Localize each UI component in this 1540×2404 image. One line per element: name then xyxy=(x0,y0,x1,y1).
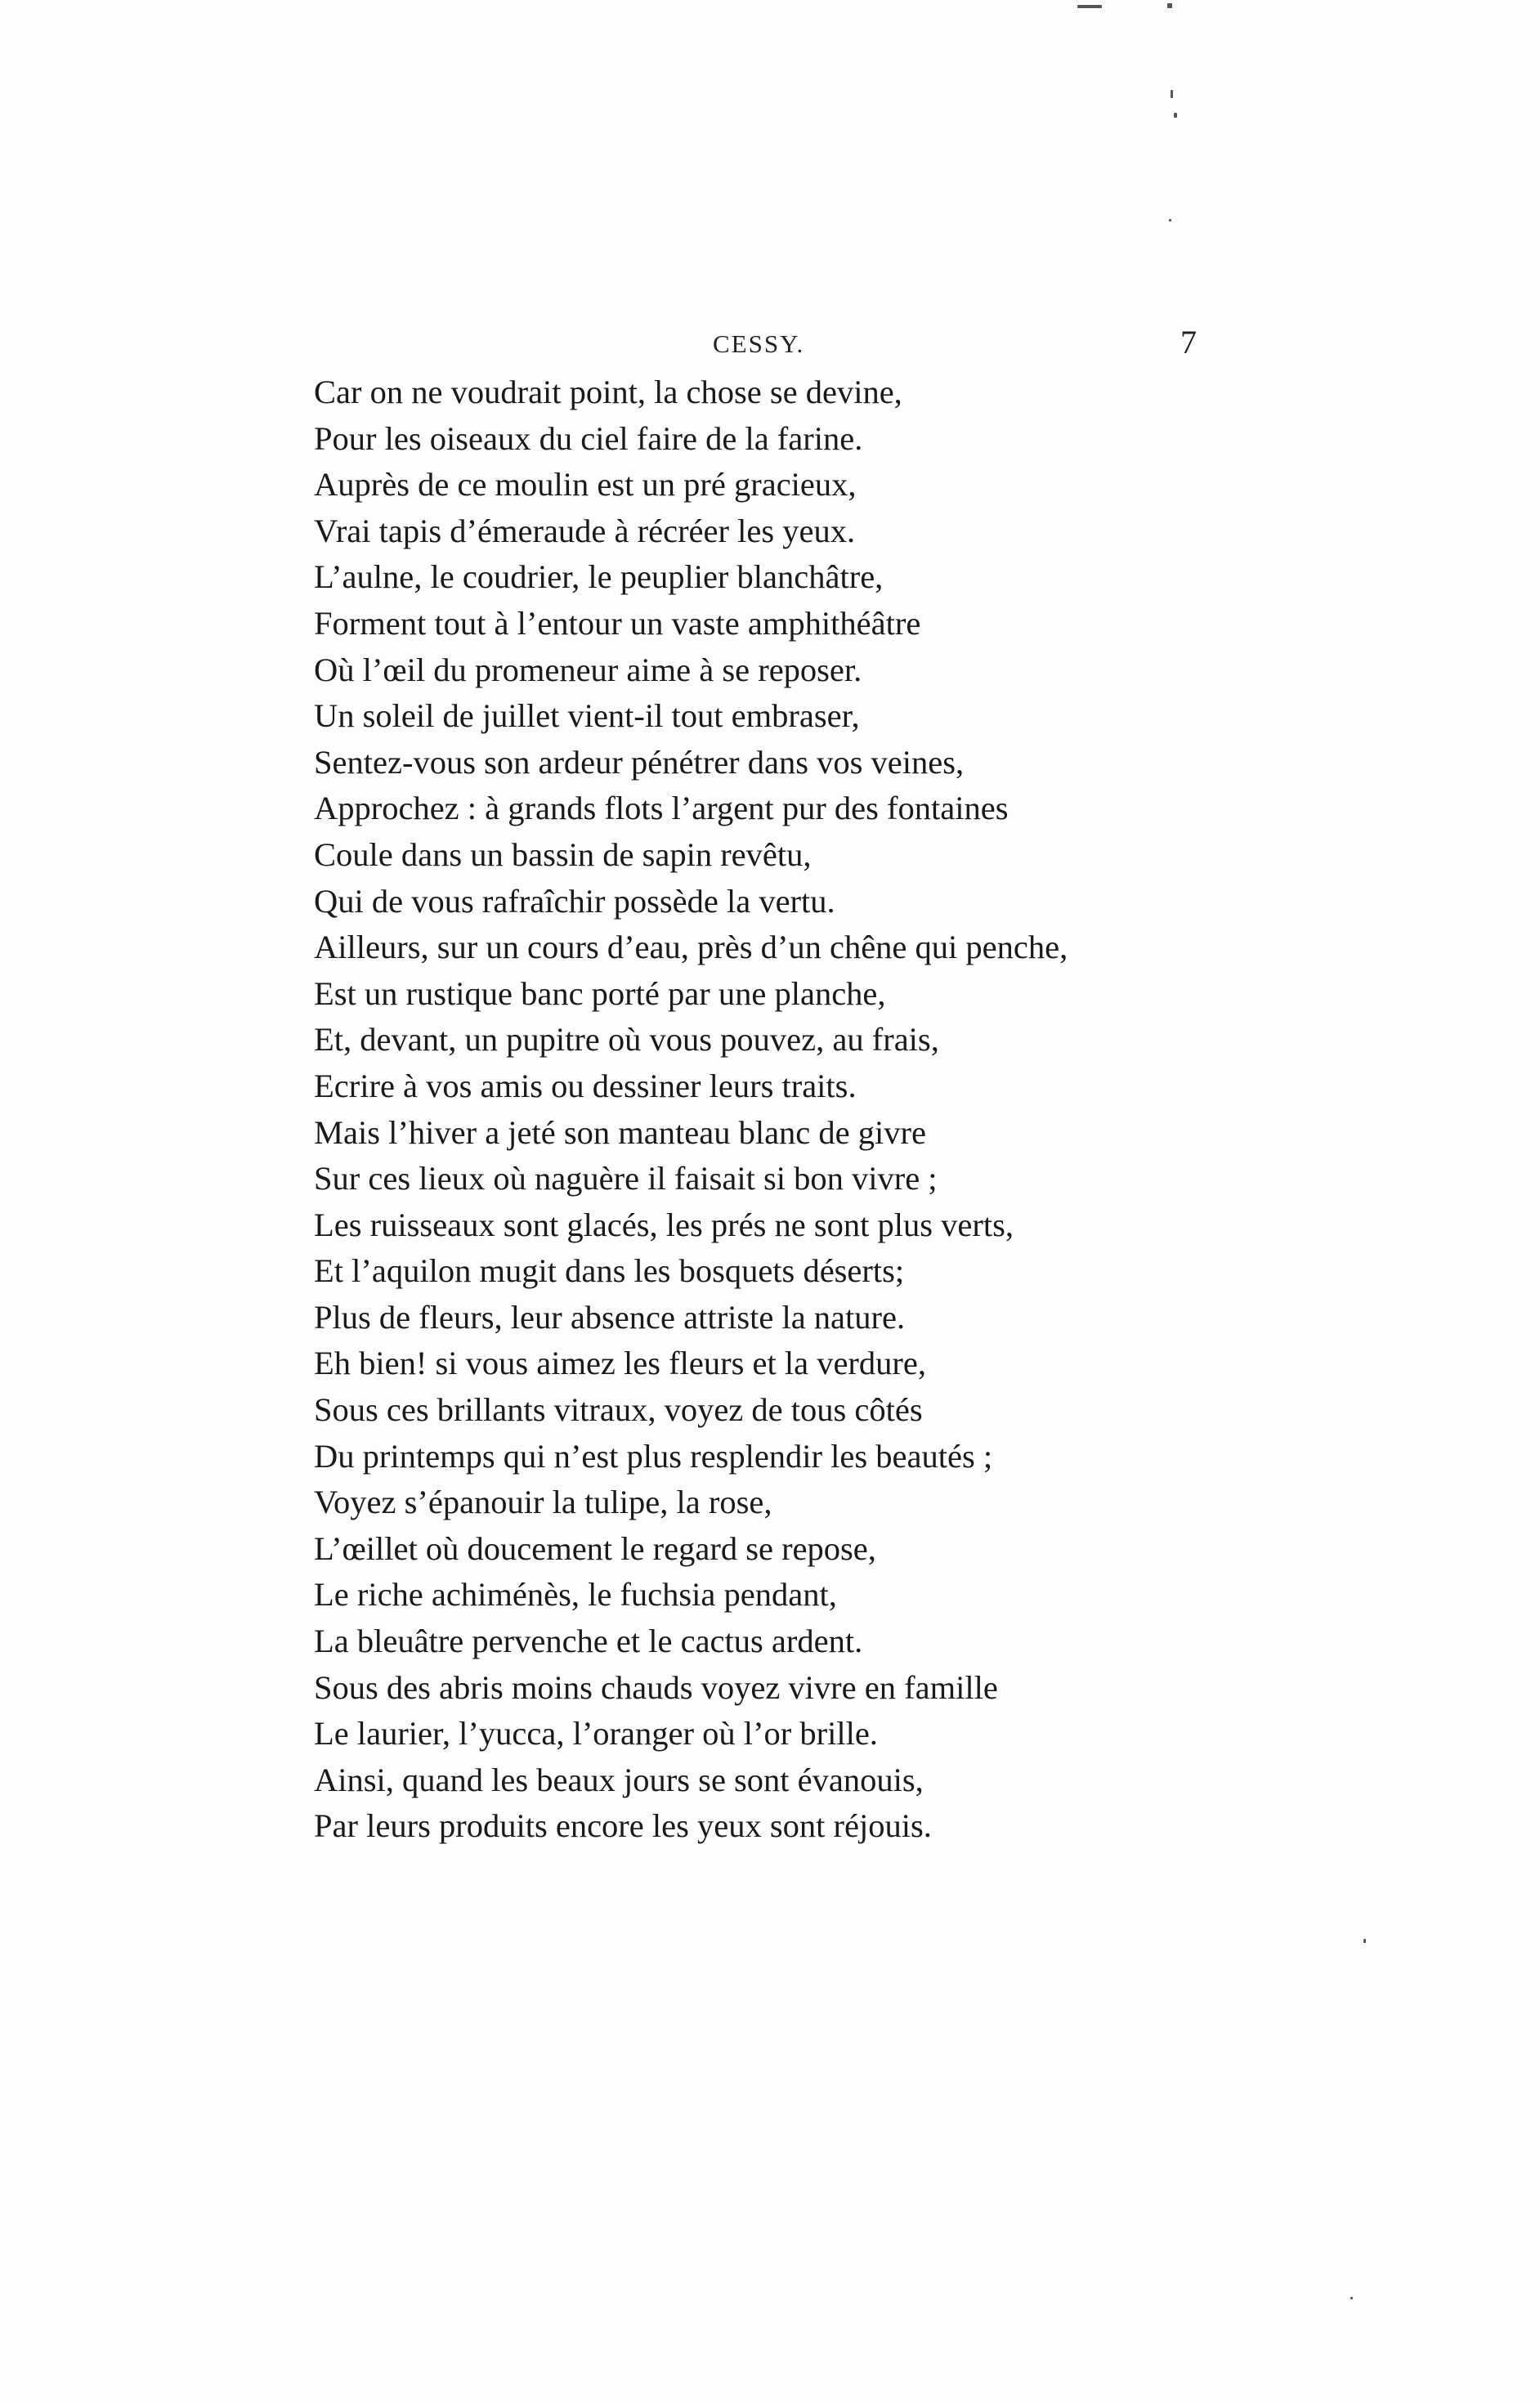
scan-speck xyxy=(1363,1939,1366,1943)
poem xyxy=(314,369,1197,1850)
verse-line: Approchez : à grands flots l’argent pur des fontaines xyxy=(314,790,1009,827)
verse-line: Et, devant, un pupitre où vous pouvez, au frais, xyxy=(314,1021,939,1059)
verse-line: Forment tout à l’entour un vaste amphithéâtre xyxy=(314,604,921,642)
verse-line: Le riche achiménès, le fuchsia pendant, xyxy=(314,1576,837,1614)
verse-line: Ecrire à vos amis ou dessiner leurs traits. xyxy=(314,1067,857,1104)
verse-line: Plus de fleurs, leur absence attriste la nature. xyxy=(314,1298,906,1336)
page-number: 7 xyxy=(1180,324,1197,360)
verse-line: Sur ces lieux où naguère il faisait si bon vivre ; xyxy=(314,1160,938,1198)
scan-speck xyxy=(1167,3,1172,8)
verse-line: Est un rustique banc porté par une planche, xyxy=(314,974,886,1012)
verse-line: Qui de vous rafraîchir possède la vertu. xyxy=(314,882,835,920)
verse-line: Et l’aquilon mugit dans les bosquets déserts; xyxy=(314,1252,905,1290)
verse-line: Les ruisseaux sont glacés, les prés ne sont plus verts, xyxy=(314,1206,1014,1243)
verse-line: Sentez-vous son ardeur pénétrer dans vos veines, xyxy=(314,743,965,781)
verse-line: Car on ne voudrait point, la chose se devine, xyxy=(314,374,902,410)
verse-line: Vrai tapis d’émeraude à récréer les yeux. xyxy=(314,512,856,549)
verse-line: Ainsi, quand les beaux jours se sont évanouis, xyxy=(314,1761,924,1798)
running-head xyxy=(314,323,1197,364)
verse-line: La bleuâtre pervenche et le cactus ardent. xyxy=(314,1623,863,1660)
verse-line: Ailleurs, sur un cours d’eau, près d’un chêne qui penche, xyxy=(314,929,1068,966)
running-title: CESSY. xyxy=(713,329,805,358)
verse-line: Auprès de ce moulin est un pré gracieux, xyxy=(314,466,857,504)
verse-line: Par leurs produits encore les yeux sont réjouis. xyxy=(314,1807,932,1845)
scan-speck xyxy=(1171,90,1173,98)
scan-speck xyxy=(1077,5,1102,8)
verse-line: Sous ces brillants vitraux, voyez de tous côtés xyxy=(314,1391,923,1429)
verse-line: Voyez s’épanouir la tulipe, la rose, xyxy=(314,1484,772,1521)
verse-line: L’œillet où doucement le regard se repose, xyxy=(314,1529,876,1567)
verse-line: Le laurier, l’yucca, l’oranger où l’or brille. xyxy=(314,1715,878,1753)
scan-speck xyxy=(1174,113,1177,118)
verse-line: Où l’œil du promeneur aime à se reposer. xyxy=(314,651,862,688)
scan-speck xyxy=(1350,2297,1353,2299)
verse-line: Un soleil de juillet vient-il tout embraser, xyxy=(314,697,860,735)
verse-line: L’aulne, le coudrier, le peuplier blanchâtre, xyxy=(314,558,884,596)
verse-line: Eh bien! si vous aimez les fleurs et la verdure, xyxy=(314,1345,926,1382)
verse-line: Du printemps qui n’est plus resplendir les beautés ; xyxy=(314,1437,993,1475)
verse-line: Pour les oiseaux du ciel faire de la farine. xyxy=(314,419,863,457)
verse-line: Sous des abris moins chauds voyez vivre en famille xyxy=(314,1668,998,1706)
verse-line: Coule dans un bassin de sapin revêtu, xyxy=(314,835,812,873)
scan-speck xyxy=(1169,219,1171,222)
verse-line: Mais l’hiver a jeté son manteau blanc de givre xyxy=(314,1113,926,1151)
